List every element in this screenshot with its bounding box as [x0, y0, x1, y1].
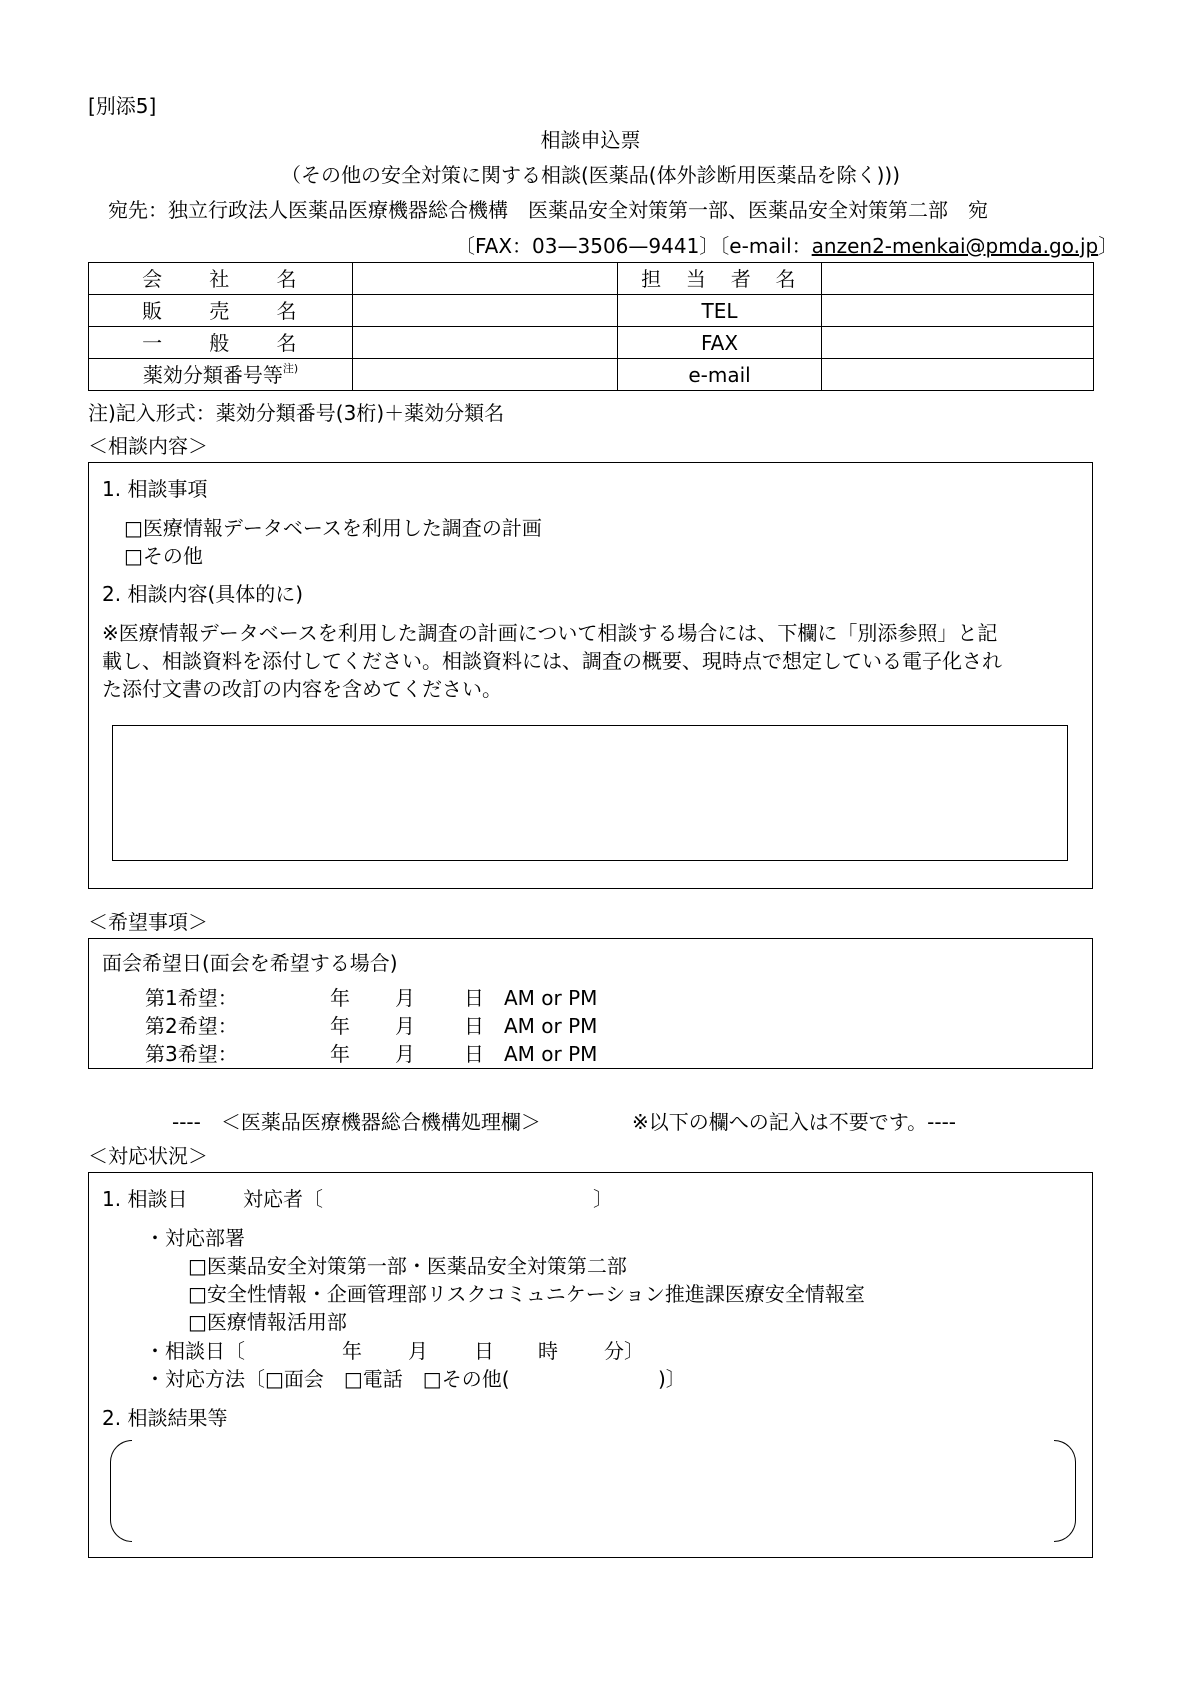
- contact-email-link[interactable]: anzen2-menkai@pmda.go.jp: [811, 234, 1099, 258]
- dept-option-risk-communication[interactable]: □安全性情報・企画管理部リスクコミュニケーション推進課医療安全情報室: [188, 1282, 865, 1306]
- wish-2-month: 月: [395, 1014, 415, 1038]
- table-row: [89, 263, 1094, 295]
- table-row: [89, 359, 1094, 391]
- wish-3-day: 日: [464, 1042, 484, 1066]
- consultation-item1-title: 1. 相談事項: [102, 477, 208, 501]
- wish-3-month: 月: [395, 1042, 415, 1066]
- instruction-line-3: た添付文書の改訂の内容を含めてください。: [102, 677, 502, 701]
- result-bracket-left: [110, 1440, 132, 1542]
- contact-close: 〕: [1098, 234, 1119, 258]
- brand-name-label: 販 売 名: [89, 295, 353, 327]
- wish-2-ampm: AM or PM: [504, 1014, 598, 1038]
- wish-3-ampm: AM or PM: [504, 1042, 598, 1066]
- addressee: 宛先：独立行政法人医薬品医療機器総合機構 医薬品安全対策第一部、医薬品安全対策第二部 宛: [108, 198, 988, 222]
- status-item2-title: 2. 相談結果等: [102, 1406, 228, 1430]
- wish-2-day: 日: [464, 1014, 484, 1038]
- contact-fax: 〔FAX：03—3506—9441〕〔e-mail：: [455, 234, 812, 258]
- status-heading: ＜対応状況＞: [88, 1144, 208, 1168]
- wish-1-label: 第1希望：: [145, 986, 238, 1010]
- option-database-survey[interactable]: □医療情報データベースを利用した調査の計画: [124, 516, 542, 540]
- dept-title: ・対応部署: [145, 1226, 245, 1250]
- responder-close: 〕: [593, 1187, 613, 1211]
- method-label[interactable]: ・対応方法〔□面会 □電話 □その他(: [145, 1367, 510, 1391]
- table-note: 注)記入形式：薬効分類番号(3桁)＋薬効分類名: [88, 401, 505, 425]
- office-separator-right: ※以下の欄への記入は不要です。----: [632, 1110, 957, 1134]
- therapeutic-class-label: [89, 359, 353, 391]
- tel-field[interactable]: [822, 295, 1094, 327]
- therapeutic-class-field[interactable]: [353, 359, 618, 391]
- tel-label: TEL: [618, 295, 822, 327]
- wish-1-day: 日: [464, 986, 484, 1010]
- result-bracket-right: [1054, 1440, 1076, 1542]
- company-info-table: [88, 262, 1094, 391]
- option-other[interactable]: □その他: [124, 544, 203, 568]
- company-name-field[interactable]: [353, 263, 618, 295]
- consultation-heading: ＜相談内容＞: [88, 434, 208, 458]
- wish-1-year: 年: [330, 986, 350, 1010]
- wishes-heading: ＜希望事項＞: [88, 910, 208, 934]
- company-name-label: 会 社 名: [89, 263, 353, 295]
- form-title: 相談申込票: [540, 128, 641, 152]
- meeting-date-intro: 面会希望日(面会を希望する場合): [102, 951, 398, 975]
- dept-option-medical-info[interactable]: □医療情報活用部: [188, 1310, 347, 1334]
- wish-2-label: 第2希望：: [145, 1014, 238, 1038]
- generic-name-label: 一 般 名: [89, 327, 353, 359]
- wish-3-label: 第3希望：: [145, 1042, 238, 1066]
- status-item1-title: 1. 相談日: [102, 1187, 188, 1211]
- form-subtitle: （その他の安全対策に関する相談(医薬品(体外診断用医薬品を除く))): [280, 163, 900, 187]
- consult-date-month: 月: [408, 1339, 428, 1363]
- instruction-line-1: ※医療情報データベースを利用した調査の計画について相談する場合には、下欄に「別添参照」と記: [102, 621, 998, 645]
- consult-date-label: ・相談日〔: [145, 1339, 245, 1363]
- instruction-line-2: 載し、相談資料を添付してください。相談資料には、調査の概要、現時点で想定している電子化され: [102, 649, 1002, 673]
- email-label: e-mail: [618, 359, 822, 391]
- dept-option-safety[interactable]: □医薬品安全対策第一部・医薬品安全対策第二部: [188, 1254, 627, 1278]
- method-close: )〕: [658, 1367, 686, 1391]
- person-in-charge-label: 担 当 者 名: [618, 263, 822, 295]
- office-separator-left: ---- ＜医薬品医療機器総合機構処理欄＞: [172, 1110, 541, 1134]
- responder-label: 対応者〔: [243, 1187, 323, 1211]
- wish-1-ampm: AM or PM: [504, 986, 598, 1010]
- therapeutic-class-text: 薬効分類番号等: [142, 362, 283, 387]
- table-row: [89, 327, 1094, 359]
- wish-3-year: 年: [330, 1042, 350, 1066]
- consultation-result-field[interactable]: [135, 1444, 1047, 1538]
- note-marker: 注): [282, 361, 299, 375]
- consult-date-year: 年: [342, 1339, 362, 1363]
- generic-name-field[interactable]: [353, 327, 618, 359]
- consult-date-hour: 時: [538, 1339, 558, 1363]
- wish-1-month: 月: [395, 986, 415, 1010]
- consultation-item2-title: 2. 相談内容(具体的に): [102, 582, 304, 606]
- person-in-charge-field[interactable]: [822, 263, 1094, 295]
- brand-name-field[interactable]: [353, 295, 618, 327]
- fax-label: FAX: [618, 327, 822, 359]
- wish-2-year: 年: [330, 1014, 350, 1038]
- email-field[interactable]: [822, 359, 1094, 391]
- table-row: [89, 295, 1094, 327]
- attachment-label: [別添5]: [88, 94, 157, 118]
- consultation-detail-field[interactable]: [112, 725, 1068, 861]
- fax-field[interactable]: [822, 327, 1094, 359]
- consult-date-day: 日: [474, 1339, 494, 1363]
- contact-line: [455, 236, 1118, 256]
- consult-date-minute: 分〕: [604, 1339, 644, 1363]
